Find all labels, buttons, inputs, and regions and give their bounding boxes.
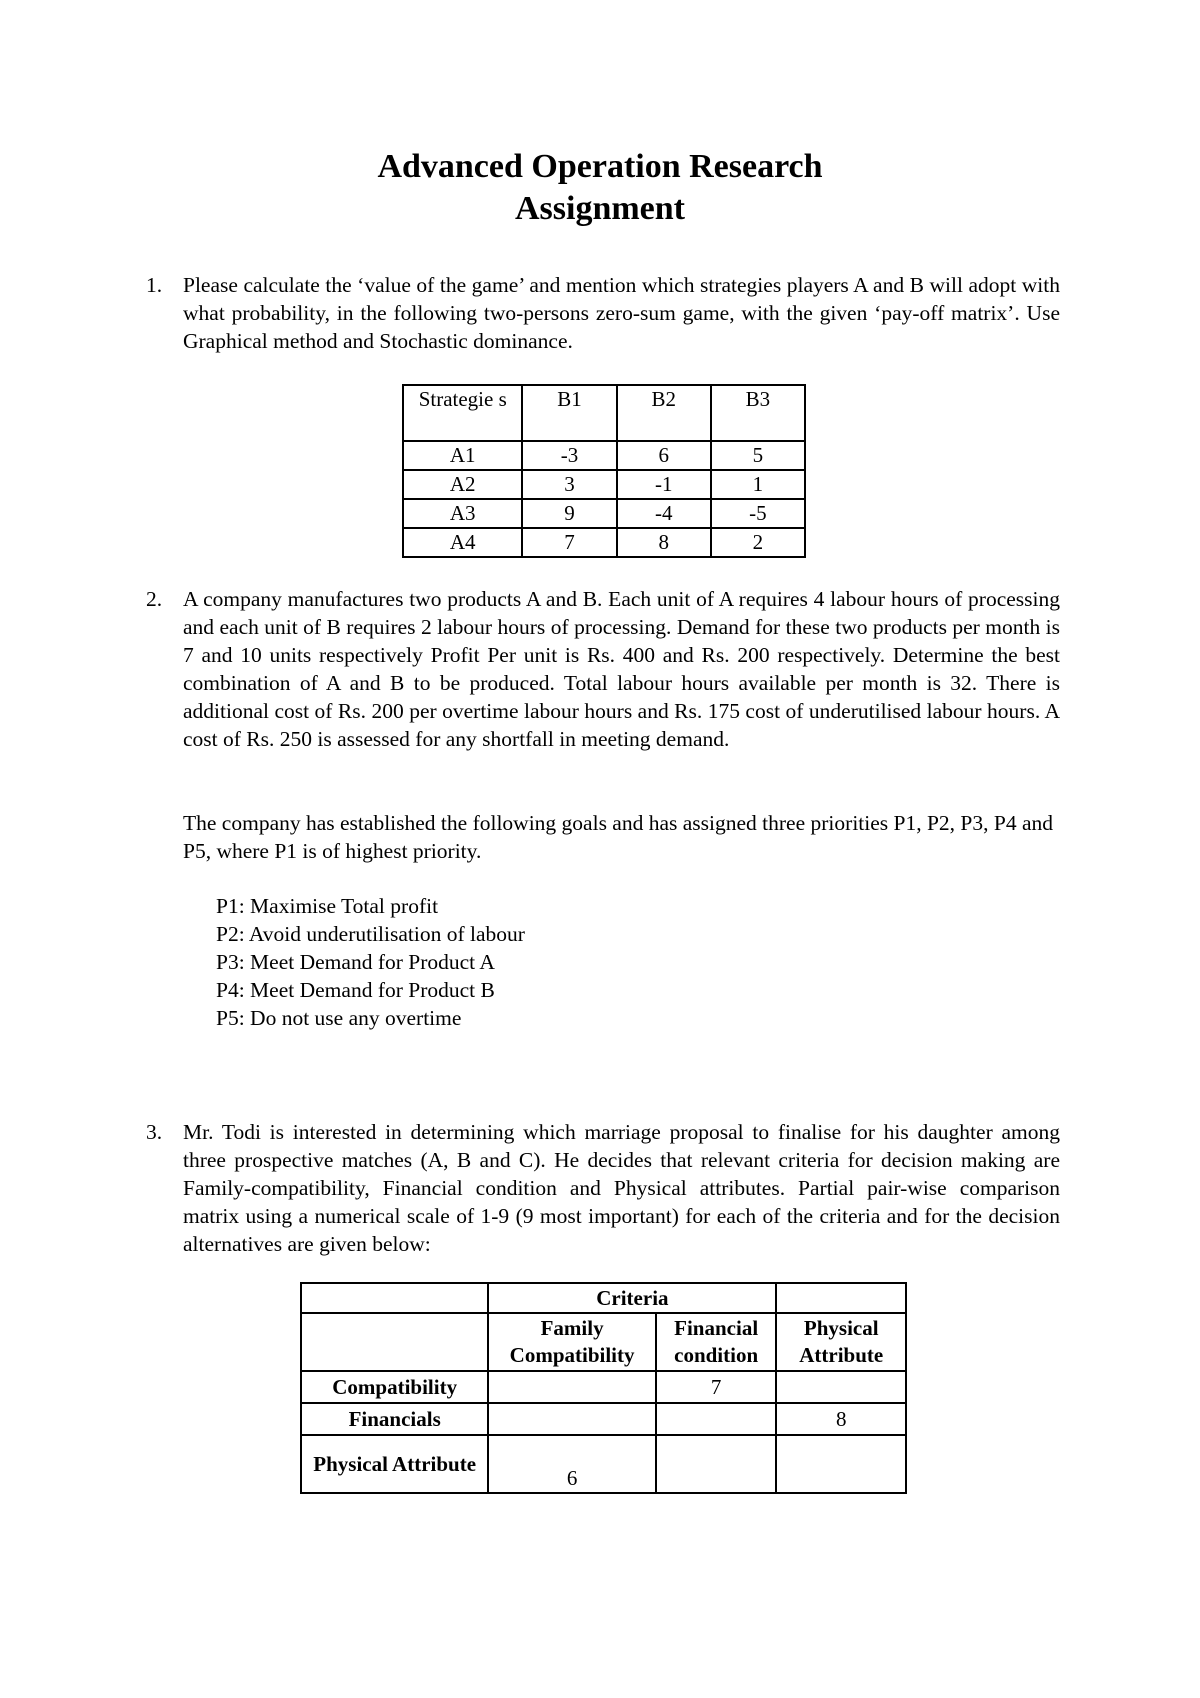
table-header-cell: Financial condition [656,1313,777,1371]
table-cell: A1 [403,441,522,470]
document-title: Advanced Operation Research [377,148,823,185]
question-3-text: Mr. Todi is interested in determining which marriage proposal to finalise for his daughter among three prospective matches (A, B and C). He decides that relevant criteria for decision making are Family-compatibility, Financial condition and Physical attributes. Partial pair-wise comparison matrix using a numerical scale of 1-9 (9 most important) for each of the criteria and for the decision alternatives are given below: [183,1120,1060,1256]
table-cell: -3 [522,441,616,470]
table-cell: 6 [617,441,711,470]
table-cell: 2 [711,528,805,557]
table-row [301,1403,906,1435]
criteria-header-cell: Criteria [488,1283,776,1313]
document-subtitle: Assignment [514,190,686,227]
table-row [301,1283,906,1313]
comparison-matrix-table [300,1282,907,1494]
goal-item: P3: Meet Demand for Product A [216,950,495,974]
table-cell [776,1435,906,1493]
table-cell: 3 [522,470,616,499]
table-header-cell: B3 [711,385,805,441]
table-header-cell: Strategie s [403,385,522,441]
table-row-label: Physical Attribute [301,1435,488,1493]
table-cell [656,1435,777,1493]
table-cell: A2 [403,470,522,499]
table-cell: -1 [617,470,711,499]
table-cell: 7 [656,1371,777,1403]
table-cell: A4 [403,528,522,557]
payoff-matrix-table [402,384,806,558]
table-cell: -5 [711,499,805,528]
table-cell [488,1403,656,1435]
table-row [403,528,805,557]
table-cell: 1 [711,470,805,499]
table-cell: 9 [522,499,616,528]
table-cell [776,1371,906,1403]
goal-item: P5: Do not use any overtime [216,1006,462,1030]
table-cell [488,1371,656,1403]
goal-item: P2: Avoid underutilisation of labour [216,922,525,946]
question-3-number: 3. [146,1120,163,1144]
table-cell: 6 [488,1435,656,1493]
table-cell [301,1313,488,1371]
table-cell: 8 [617,528,711,557]
table-row [301,1371,906,1403]
table-row [301,1313,906,1371]
table-row [403,470,805,499]
table-cell [301,1283,488,1313]
table-cell: 8 [776,1403,906,1435]
table-row [403,441,805,470]
table-row [403,499,805,528]
table-row [403,385,805,441]
question-1-number: 1. [146,273,163,297]
goal-item: P4: Meet Demand for Product B [216,978,495,1002]
question-1-text: Please calculate the ‘value of the game’ and mention which strategies players A and B will adopt with what probability, in the following two-persons zero-sum game, with the given ‘pay-off matrix’. Use Graphical method and Stochastic dominance. [183,273,1060,353]
table-header-cell: B1 [522,385,616,441]
table-cell: -4 [617,499,711,528]
question-2-paragraph-1: A company manufactures two products A and B. Each unit of A requires 4 labour hours of processing and each unit of B requires 2 labour hours of processing. Demand for these two products per month is 7 and 10 units respectively Profit Per unit is Rs. 400 and Rs. 200 respectively. Determine the best combination of A and B to be produced. Total labour hours available per month is 32. There is additional cost of Rs. 200 per overtime labour hours and Rs. 175 cost of underutilised labour hours. A cost of Rs. 250 is assessed for any shortfall in meeting demand. [183,587,1060,751]
table-header-cell: B2 [617,385,711,441]
table-cell: 5 [711,441,805,470]
table-cell [776,1283,906,1313]
table-cell [656,1403,777,1435]
table-row [301,1435,906,1493]
table-header-cell: Physical Attribute [776,1313,906,1371]
table-row-label: Compatibility [301,1371,488,1403]
question-2-number: 2. [146,587,163,611]
goal-item: P1: Maximise Total profit [216,894,439,918]
table-header-cell: Family Compatibility [488,1313,656,1371]
table-cell: 7 [522,528,616,557]
question-2-paragraph-2: The company has established the following goals and has assigned three priorities P1, P2, P3, P4 and P5, where P1 is of highest priority. [183,811,1054,863]
table-row-label: Financials [301,1403,488,1435]
table-cell: A3 [403,499,522,528]
